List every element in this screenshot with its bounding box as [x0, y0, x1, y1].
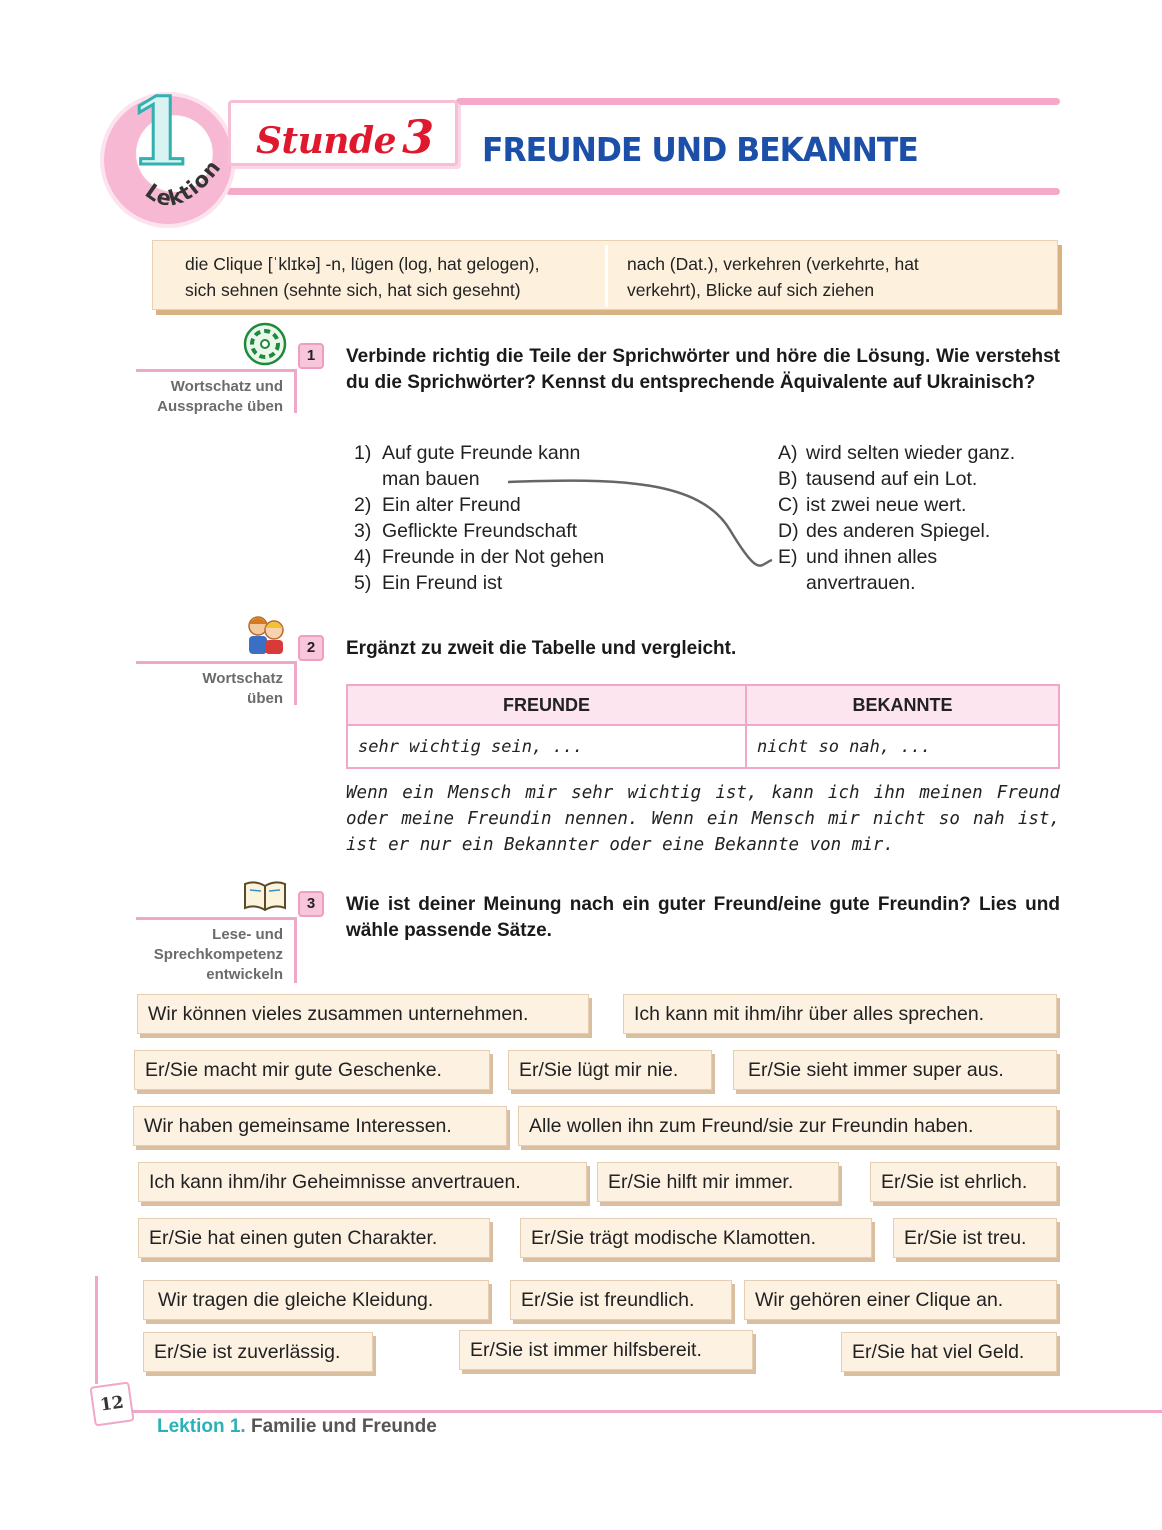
ex2-side-line [136, 661, 296, 664]
stunde-number: 3 [402, 110, 434, 164]
vocab-right-line2: verkehrt), Blicke auf sich ziehen [627, 280, 875, 300]
table-header-freunde: FREUNDE [347, 685, 746, 725]
header-bottom-line [226, 188, 1060, 195]
stunde-label [256, 110, 434, 164]
table-cell-freunde[interactable]: sehr wichtig sein, ... [347, 725, 746, 768]
lesson-word [140, 150, 240, 220]
vocab-right [627, 251, 919, 303]
sentence-card[interactable]: Er/Sie ist immer hilfsbereit. [459, 1330, 753, 1370]
exercise-number-2: 2 [298, 635, 324, 661]
footer-line [132, 1410, 1162, 1413]
ex2-skill-line2: üben [247, 690, 283, 707]
proverb-left-4: 4) Freunde in der Not gehen [354, 546, 605, 568]
proverb-right-b: B) tausend auf ein Lot. [778, 468, 978, 490]
ex3-instruction: Wie ist deiner Meinung nach ein guter Freund/eine gute Freundin? Lies und wähle passende Sätze. [346, 894, 1060, 941]
footer-vertical-line [95, 1276, 98, 1384]
ex3-skill-line1: Lese- und [212, 926, 283, 943]
header-top-line [456, 98, 1060, 105]
sentence-card[interactable]: Er/Sie ist freundlich. [510, 1280, 732, 1320]
stunde-word: Stunde [256, 120, 397, 162]
ex2-skill-line1: Wortschatz [202, 670, 283, 687]
sentence-card[interactable]: Er/Sie ist treu. [893, 1218, 1057, 1258]
svg-text:Lektion [141, 155, 226, 211]
sentence-card[interactable]: Er/Sie hilft mir immer. [597, 1162, 839, 1202]
table-header-bekannte: BEKANNTE [746, 685, 1059, 725]
proverb-left-5: 5) Ein Freund ist [354, 572, 503, 594]
sentence-card[interactable]: Er/Sie hat einen guten Charakter. [138, 1218, 490, 1258]
sentence-card[interactable]: Er/Sie trägt modische Klamotten. [520, 1218, 872, 1258]
vocab-left-line1: die Clique [ˈklɪkə] -n, lügen (log, hat gelogen), [185, 254, 540, 274]
vocab-left-line2: sich sehnen (sehnte sich, hat sich gesehnt) [185, 280, 521, 300]
page-number: 12 [89, 1381, 134, 1426]
ex1-instruction: Verbinde richtig die Teile der Sprichwörter und höre die Lösung. Wie verstehst du die Sprichwörter? Kennst du entsprechende Äquivalente auf Ukrainisch? [346, 346, 1060, 393]
proverb-left-1-cont: man bauen [382, 468, 480, 490]
proverb-right-e: E) und ihnen alles [778, 546, 938, 568]
table-row [347, 725, 1059, 768]
ex1-skill-line2: Aussprache üben [157, 398, 283, 415]
sentence-card[interactable]: Er/Sie sieht immer super aus. [733, 1050, 1057, 1090]
ex2-instruction: Ergänzt zu zweit die Tabelle und vergleicht. [346, 638, 737, 659]
vocabulary-box [152, 240, 1058, 310]
sentence-card[interactable]: Er/Sie macht mir gute Geschenke. [134, 1050, 490, 1090]
proverb-right-list [778, 440, 1015, 596]
vocab-left [185, 251, 540, 303]
proverb-left-3: 3) Geflickte Freundschaft [354, 520, 578, 542]
ex1-skill-line1: Wortschatz und [170, 378, 283, 395]
lesson-number: 1 [128, 78, 193, 186]
proverb-right-d: D) des anderen Spiegel. [778, 520, 991, 542]
table-cell-bekannte[interactable]: nicht so nah, ... [746, 725, 1059, 768]
sentence-card[interactable]: Wir tragen die gleiche Kleidung. [143, 1280, 489, 1320]
sentence-card[interactable]: Er/Sie ist ehrlich. [870, 1162, 1057, 1202]
proverb-left-1: 1) Auf gute Freunde kann [354, 442, 581, 464]
footer-lesson [157, 1416, 437, 1438]
ex3-skill-line2: Sprechkompetenz [153, 946, 283, 963]
two-kids-icon [244, 612, 288, 656]
proverb-left-2: 2) Ein alter Freund [354, 494, 521, 516]
ex3-skill-line3: entwickeln [206, 966, 283, 983]
audio-cd-icon [243, 322, 287, 366]
sentence-card[interactable]: Ich kann mit ihm/ihr über alles sprechen. [623, 994, 1057, 1034]
proverb-right-e-cont: anvertrauen. [806, 572, 916, 594]
matching-line [500, 470, 780, 570]
comparison-table [346, 684, 1060, 769]
lesson-word-text: Lektion [140, 154, 226, 211]
ex1-skill-label [157, 377, 283, 417]
ex3-skill-label [154, 925, 283, 985]
sentence-card[interactable]: Er/Sie hat viel Geld. [841, 1332, 1057, 1372]
ex2-skill-label [202, 669, 283, 709]
proverb-right-c: C) ist zwei neue wert. [778, 494, 967, 516]
vocab-right-line1: nach (Dat.), verkehren (verkehrte, hat [627, 254, 919, 274]
sentence-card[interactable]: Wir können vieles zusammen unternehmen. [137, 994, 589, 1034]
page-title: FREUNDE UND BEKANNTE [482, 130, 918, 169]
ex3-side-line [136, 917, 296, 920]
example-text: Wenn ein Mensch mir sehr wichtig ist, kann ich ihn meinen Freund oder meine Freundin nennen. Wenn ein Mensch mir nicht so nah ist, ist er nur ein Bekannter oder eine Bekannte von mir. [346, 783, 1060, 855]
proverb-right-a: A) wird selten wieder ganz. [778, 442, 1016, 464]
ex1-side-vline [294, 369, 297, 413]
table-header-row [347, 685, 1059, 725]
open-book-icon [243, 878, 287, 912]
ex1-side-line [136, 369, 296, 372]
sentence-card[interactable]: Ich kann ihm/ihr Geheimnisse anvertrauen. [138, 1162, 587, 1202]
ex3-side-vline [294, 917, 297, 983]
sentence-card[interactable]: Er/Sie lügt mir nie. [508, 1050, 712, 1090]
sentence-card[interactable]: Er/Sie ist zuverlässig. [143, 1332, 373, 1372]
sentence-card[interactable]: Wir haben gemeinsame Interessen. [133, 1106, 507, 1146]
exercise-number-1: 1 [298, 343, 324, 369]
sentence-card[interactable]: Wir gehören einer Clique an. [744, 1280, 1057, 1320]
vocab-divider [605, 245, 608, 307]
sentence-card[interactable]: Alle wollen ihn zum Freund/sie zur Freundin haben. [518, 1106, 1057, 1146]
footer-lesson-title: Familie und Freunde [250, 1416, 437, 1437]
ex2-side-vline [294, 661, 297, 705]
footer-lesson-prefix: Lektion 1. [157, 1416, 246, 1437]
exercise-number-3: 3 [298, 891, 324, 917]
